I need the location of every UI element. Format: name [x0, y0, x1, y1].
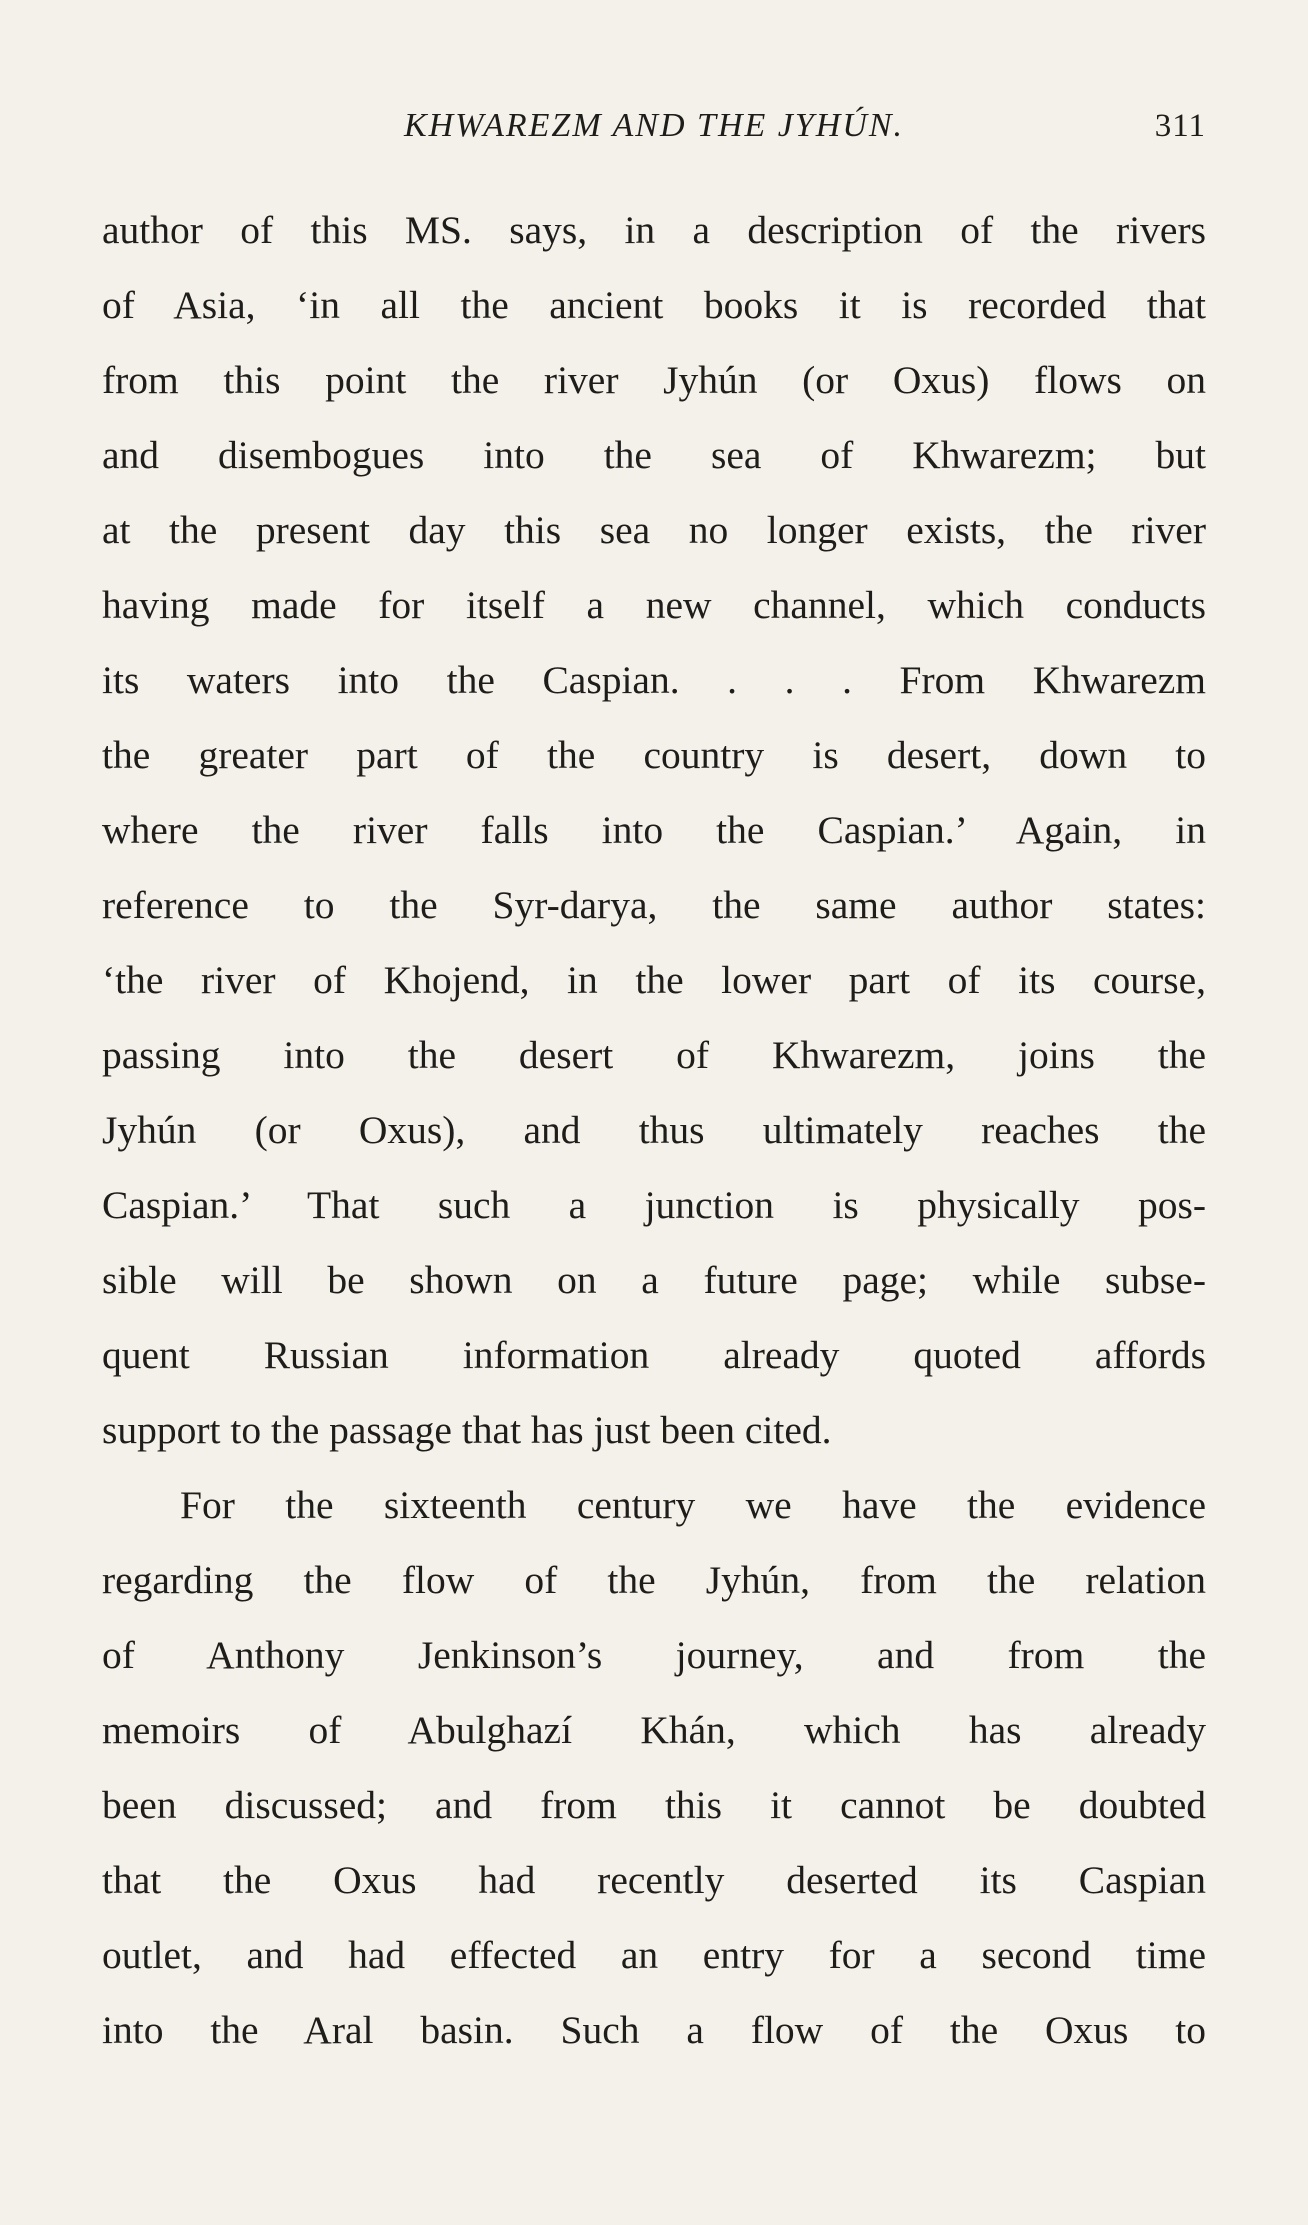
text-line: at the present day this sea no longer exists, the river: [102, 508, 1206, 552]
text-line: reference to the Syr-darya, the same author states:: [102, 883, 1206, 927]
text-line: from this point the river Jyhún (or Oxus) flows on: [102, 358, 1206, 402]
text-line: sible will be shown on a future page; while subse-: [102, 1258, 1206, 1302]
text-line: author of this MS. says, in a description of the rivers: [102, 208, 1206, 252]
text-line: passing into the desert of Khwarezm, joins the: [102, 1033, 1206, 1077]
text-line: that the Oxus had recently deserted its Caspian: [102, 1858, 1206, 1902]
paragraph-end-line: support to the passage that has just been cited.: [102, 1408, 832, 1452]
text-line: where the river falls into the Caspian.’ Again, in: [102, 808, 1206, 852]
body-text: [102, 193, 1206, 2068]
text-line: of Asia, ‘in all the ancient books it is recorded that: [102, 283, 1206, 327]
text-line: and disembogues into the sea of Khwarezm; but: [102, 433, 1206, 477]
text-line: Jyhún (or Oxus), and thus ultimately reaches the: [102, 1108, 1206, 1152]
paragraph-start-line: For the sixteenth century we have the evidence: [180, 1483, 1206, 1527]
page-number: 311: [1154, 108, 1206, 144]
text-line: of Anthony Jenkinson’s journey, and from the: [102, 1633, 1206, 1677]
running-title: KHWAREZM AND THE JYHÚN.: [403, 107, 905, 144]
text-line: ‘the river of Khojend, in the lower part of its course,: [102, 958, 1206, 1002]
text-line: memoirs of Abulghazí Khán, which has already: [102, 1708, 1206, 1752]
text-line: regarding the flow of the Jyhún, from the relation: [102, 1558, 1206, 1602]
text-line: its waters into the Caspian. . . . From Khwarezm: [102, 658, 1206, 702]
text-line: having made for itself a new channel, which conducts: [102, 583, 1206, 627]
text-line: into the Aral basin. Such a flow of the Oxus to: [102, 2008, 1206, 2052]
text-line: outlet, and had effected an entry for a second time: [102, 1933, 1206, 1977]
text-line: quent Russian information already quoted affords: [102, 1333, 1206, 1377]
text-line: the greater part of the country is desert, down to: [102, 733, 1206, 777]
text-line: been discussed; and from this it cannot be doubted: [102, 1783, 1206, 1827]
text-line: Caspian.’ That such a junction is physically pos-: [102, 1183, 1206, 1227]
running-header: [102, 96, 1206, 156]
